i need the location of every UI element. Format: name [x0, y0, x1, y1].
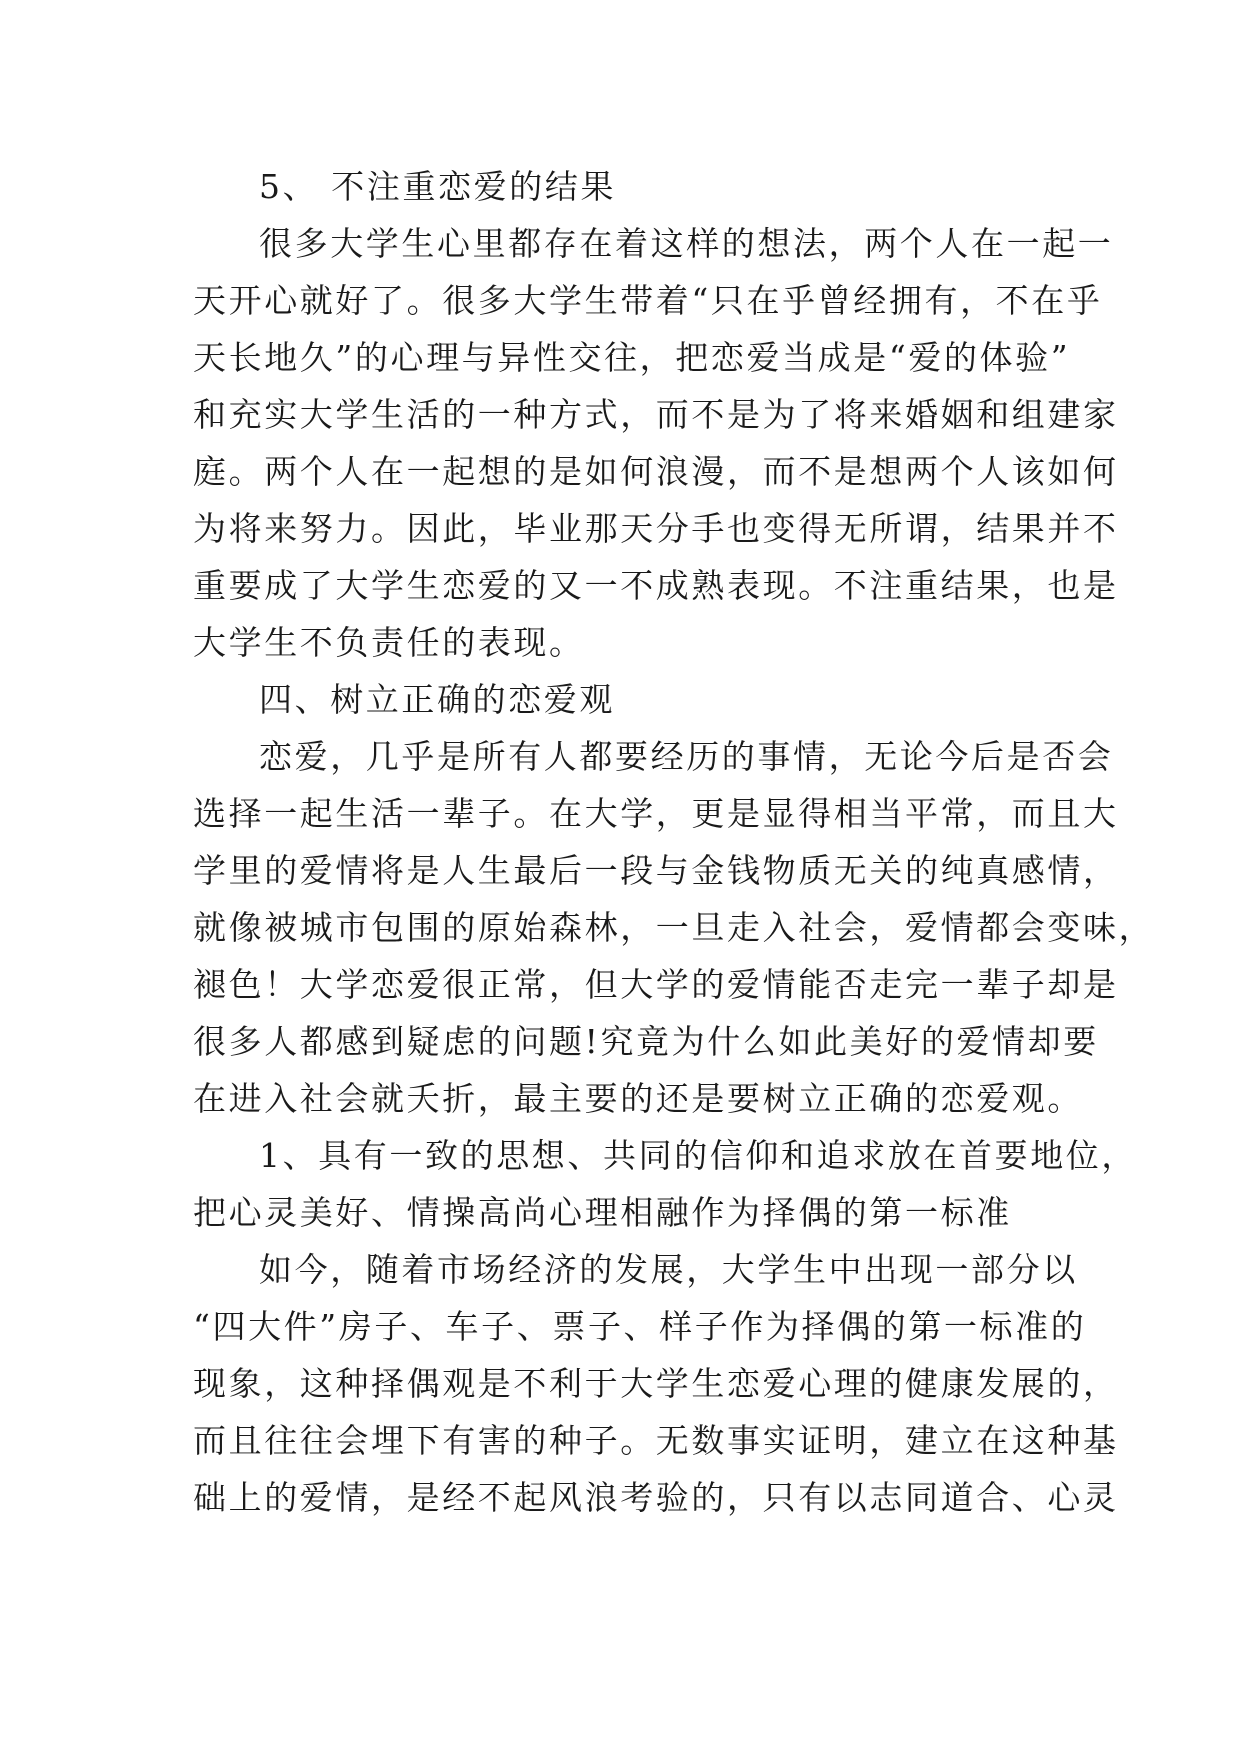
text-line: 学里的爱情将是人生最后一段与金钱物质无关的纯真感情，: [193, 851, 1119, 890]
text-line: 褪色！大学恋爱很正常，但大学的爱情能否走完一辈子却是: [193, 965, 1119, 1004]
text-line: 很多大学生心里都存在着这样的想法，两个人在一起一: [259, 224, 1114, 263]
text-line: 天开心就好了。很多大学生带着“只在乎曾经拥有，不在乎: [193, 281, 1103, 320]
document-body: [193, 158, 1155, 1526]
text-line: 现象，这种择偶观是不利于大学生恋爱心理的健康发展的，: [193, 1364, 1119, 1403]
text-line: “四大件”房子、车子、票子、样子作为择偶的第一标准的: [193, 1307, 1087, 1346]
text-line: 重要成了大学生恋爱的又一不成熟表现。不注重结果，也是: [193, 566, 1119, 605]
text-line: 为将来努力。因此，毕业那天分手也变得无所谓，结果并不: [193, 509, 1119, 548]
text-line: 四、树立正确的恋爱观: [259, 680, 615, 719]
paragraph: [193, 1241, 1119, 1526]
text-line: 大学生不负责任的表现。: [193, 623, 585, 662]
text-line: 5、 不注重恋爱的结果: [259, 167, 617, 206]
text-line: 很多人都感到疑虑的问题!究竟为什么如此美好的爱情却要: [193, 1022, 1099, 1061]
text-line: 就像被城市包围的原始森林，一旦走入社会，爱情都会变味，: [193, 908, 1155, 947]
text-line: 庭。两个人在一起想的是如何浪漫，而不是想两个人该如何: [193, 452, 1119, 491]
text-line: 础上的爱情，是经不起风浪考验的，只有以志同道合、心灵: [193, 1478, 1119, 1517]
text-line: 在进入社会就夭折，最主要的还是要树立正确的恋爱观。: [193, 1079, 1083, 1118]
paragraph: [193, 671, 1053, 728]
text-line: 和充实大学生活的一种方式，而不是为了将来婚姻和组建家: [193, 395, 1119, 434]
text-line: 天长地久”的心理与异性交往，把恋爱当成是“爱的体验”: [193, 338, 1071, 377]
paragraph: [193, 1127, 1137, 1241]
paragraph: [193, 728, 1155, 1127]
text-line: 选择一起生活一辈子。在大学，更是显得相当平常，而且大: [193, 794, 1119, 833]
text-line: 把心灵美好、情操高尚心理相融作为择偶的第一标准: [193, 1193, 1012, 1232]
text-line: 而且往往会埋下有害的种子。无数事实证明，建立在这种基: [193, 1421, 1119, 1460]
paragraph: [193, 158, 1053, 215]
text-line: 1、具有一致的思想、共同的信仰和追求放在首要地位，: [259, 1136, 1137, 1175]
paragraph: [193, 215, 1119, 671]
text-line: 如今，随着市场经济的发展，大学生中出现一部分以: [259, 1250, 1078, 1289]
text-line: 恋爱，几乎是所有人都要经历的事情，无论今后是否会: [259, 737, 1114, 776]
